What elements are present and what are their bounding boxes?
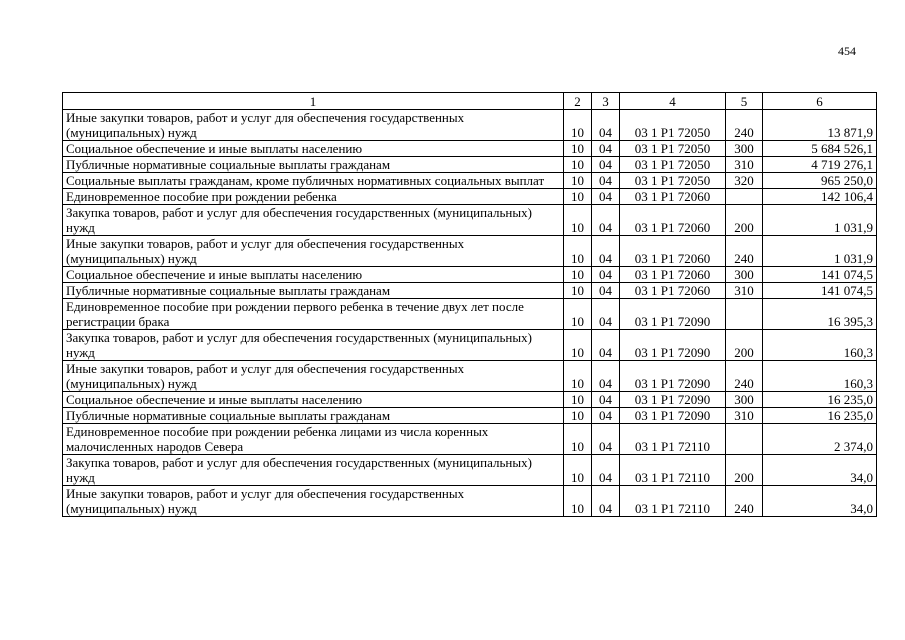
amount-cell: 16 395,3 bbox=[763, 299, 877, 330]
target-article-cell: 03 1 P1 72050 bbox=[620, 173, 726, 189]
header-col-4: 4 bbox=[620, 93, 726, 110]
amount-cell: 141 074,5 bbox=[763, 267, 877, 283]
section-code-cell: 10 bbox=[564, 267, 592, 283]
table-row bbox=[63, 173, 877, 189]
row-name-cell: Иные закупки товаров, работ и услуг для обеспечения государственных (муниципальных) нужд bbox=[63, 486, 564, 517]
amount-cell: 16 235,0 bbox=[763, 408, 877, 424]
row-name-cell: Иные закупки товаров, работ и услуг для обеспечения государственных (муниципальных) нужд bbox=[63, 361, 564, 392]
expense-type-cell: 240 bbox=[726, 486, 763, 517]
table-row bbox=[63, 408, 877, 424]
subsection-code-cell: 04 bbox=[592, 205, 620, 236]
table-row bbox=[63, 141, 877, 157]
subsection-code-cell: 04 bbox=[592, 189, 620, 205]
target-article-cell: 03 1 P1 72090 bbox=[620, 330, 726, 361]
section-code-cell: 10 bbox=[564, 330, 592, 361]
table-row bbox=[63, 110, 877, 141]
header-col-2: 2 bbox=[564, 93, 592, 110]
amount-cell: 4 719 276,1 bbox=[763, 157, 877, 173]
section-code-cell: 10 bbox=[564, 189, 592, 205]
expense-type-cell: 200 bbox=[726, 455, 763, 486]
subsection-code-cell: 04 bbox=[592, 110, 620, 141]
table-body bbox=[63, 110, 877, 517]
table-row bbox=[63, 392, 877, 408]
table-row bbox=[63, 236, 877, 267]
expense-type-cell: 320 bbox=[726, 173, 763, 189]
target-article-cell: 03 1 P1 72050 bbox=[620, 110, 726, 141]
section-code-cell: 10 bbox=[564, 110, 592, 141]
section-code-cell: 10 bbox=[564, 205, 592, 236]
subsection-code-cell: 04 bbox=[592, 486, 620, 517]
table-row bbox=[63, 424, 877, 455]
section-code-cell: 10 bbox=[564, 361, 592, 392]
subsection-code-cell: 04 bbox=[592, 173, 620, 189]
row-name-cell: Публичные нормативные социальные выплаты гражданам bbox=[63, 408, 564, 424]
section-code-cell: 10 bbox=[564, 299, 592, 330]
subsection-code-cell: 04 bbox=[592, 236, 620, 267]
target-article-cell: 03 1 P1 72090 bbox=[620, 299, 726, 330]
row-name-cell: Социальное обеспечение и иные выплаты населению bbox=[63, 267, 564, 283]
target-article-cell: 03 1 P1 72060 bbox=[620, 205, 726, 236]
amount-cell: 142 106,4 bbox=[763, 189, 877, 205]
row-name-cell: Социальное обеспечение и иные выплаты населению bbox=[63, 141, 564, 157]
section-code-cell: 10 bbox=[564, 283, 592, 299]
section-code-cell: 10 bbox=[564, 408, 592, 424]
amount-cell: 965 250,0 bbox=[763, 173, 877, 189]
row-name-cell: Единовременное пособие при рождении ребенка bbox=[63, 189, 564, 205]
expense-type-cell: 240 bbox=[726, 361, 763, 392]
table-header-row bbox=[63, 93, 877, 110]
target-article-cell: 03 1 P1 72060 bbox=[620, 283, 726, 299]
section-code-cell: 10 bbox=[564, 486, 592, 517]
subsection-code-cell: 04 bbox=[592, 392, 620, 408]
expense-type-cell: 310 bbox=[726, 157, 763, 173]
subsection-code-cell: 04 bbox=[592, 424, 620, 455]
row-name-cell: Закупка товаров, работ и услуг для обеспечения государственных (муниципальных) нужд bbox=[63, 455, 564, 486]
row-name-cell: Публичные нормативные социальные выплаты гражданам bbox=[63, 283, 564, 299]
target-article-cell: 03 1 P1 72050 bbox=[620, 141, 726, 157]
expense-type-cell: 240 bbox=[726, 110, 763, 141]
subsection-code-cell: 04 bbox=[592, 455, 620, 486]
row-name-cell: Иные закупки товаров, работ и услуг для обеспечения государственных (муниципальных) нужд bbox=[63, 236, 564, 267]
amount-cell: 1 031,9 bbox=[763, 205, 877, 236]
section-code-cell: 10 bbox=[564, 236, 592, 267]
table-row bbox=[63, 267, 877, 283]
target-article-cell: 03 1 P1 72110 bbox=[620, 424, 726, 455]
amount-cell: 160,3 bbox=[763, 361, 877, 392]
target-article-cell: 03 1 P1 72090 bbox=[620, 408, 726, 424]
table-row bbox=[63, 455, 877, 486]
section-code-cell: 10 bbox=[564, 141, 592, 157]
row-name-cell: Социальные выплаты гражданам, кроме публичных нормативных социальных выплат bbox=[63, 173, 564, 189]
table-row bbox=[63, 283, 877, 299]
section-code-cell: 10 bbox=[564, 392, 592, 408]
row-name-cell: Социальное обеспечение и иные выплаты населению bbox=[63, 392, 564, 408]
amount-cell: 1 031,9 bbox=[763, 236, 877, 267]
subsection-code-cell: 04 bbox=[592, 141, 620, 157]
amount-cell: 16 235,0 bbox=[763, 392, 877, 408]
header-col-3: 3 bbox=[592, 93, 620, 110]
amount-cell: 141 074,5 bbox=[763, 283, 877, 299]
expense-type-cell: 200 bbox=[726, 205, 763, 236]
expense-type-cell bbox=[726, 189, 763, 205]
amount-cell: 34,0 bbox=[763, 486, 877, 517]
expense-type-cell: 310 bbox=[726, 283, 763, 299]
section-code-cell: 10 bbox=[564, 157, 592, 173]
section-code-cell: 10 bbox=[564, 455, 592, 486]
expense-type-cell: 300 bbox=[726, 267, 763, 283]
target-article-cell: 03 1 P1 72060 bbox=[620, 267, 726, 283]
table-row bbox=[63, 205, 877, 236]
section-code-cell: 10 bbox=[564, 173, 592, 189]
amount-cell: 5 684 526,1 bbox=[763, 141, 877, 157]
expense-type-cell bbox=[726, 424, 763, 455]
target-article-cell: 03 1 P1 72060 bbox=[620, 236, 726, 267]
target-article-cell: 03 1 P1 72060 bbox=[620, 189, 726, 205]
header-col-1: 1 bbox=[63, 93, 564, 110]
subsection-code-cell: 04 bbox=[592, 283, 620, 299]
subsection-code-cell: 04 bbox=[592, 361, 620, 392]
row-name-cell: Единовременное пособие при рождении первого ребенка в течение двух лет после регистрации брака bbox=[63, 299, 564, 330]
subsection-code-cell: 04 bbox=[592, 330, 620, 361]
section-code-cell: 10 bbox=[564, 424, 592, 455]
row-name-cell: Иные закупки товаров, работ и услуг для обеспечения государственных (муниципальных) нужд bbox=[63, 110, 564, 141]
subsection-code-cell: 04 bbox=[592, 408, 620, 424]
row-name-cell: Публичные нормативные социальные выплаты гражданам bbox=[63, 157, 564, 173]
header-col-6: 6 bbox=[763, 93, 877, 110]
row-name-cell: Закупка товаров, работ и услуг для обеспечения государственных (муниципальных) нужд bbox=[63, 205, 564, 236]
subsection-code-cell: 04 bbox=[592, 267, 620, 283]
subsection-code-cell: 04 bbox=[592, 299, 620, 330]
amount-cell: 2 374,0 bbox=[763, 424, 877, 455]
table-row bbox=[63, 157, 877, 173]
expense-type-cell: 300 bbox=[726, 141, 763, 157]
subsection-code-cell: 04 bbox=[592, 157, 620, 173]
table-row bbox=[63, 361, 877, 392]
target-article-cell: 03 1 P1 72090 bbox=[620, 361, 726, 392]
expense-type-cell: 240 bbox=[726, 236, 763, 267]
target-article-cell: 03 1 P1 72110 bbox=[620, 455, 726, 486]
amount-cell: 34,0 bbox=[763, 455, 877, 486]
table-row bbox=[63, 486, 877, 517]
table-row bbox=[63, 330, 877, 361]
page-number: 454 bbox=[838, 44, 856, 58]
budget-table bbox=[62, 92, 877, 517]
header-col-5: 5 bbox=[726, 93, 763, 110]
amount-cell: 13 871,9 bbox=[763, 110, 877, 141]
row-name-cell: Закупка товаров, работ и услуг для обеспечения государственных (муниципальных) нужд bbox=[63, 330, 564, 361]
expense-type-cell: 300 bbox=[726, 392, 763, 408]
target-article-cell: 03 1 P1 72110 bbox=[620, 486, 726, 517]
expense-type-cell bbox=[726, 299, 763, 330]
expense-type-cell: 200 bbox=[726, 330, 763, 361]
amount-cell: 160,3 bbox=[763, 330, 877, 361]
expense-type-cell: 310 bbox=[726, 408, 763, 424]
table-row bbox=[63, 299, 877, 330]
row-name-cell: Единовременное пособие при рождении ребенка лицами из числа коренных малочисленных народов Севера bbox=[63, 424, 564, 455]
target-article-cell: 03 1 P1 72090 bbox=[620, 392, 726, 408]
target-article-cell: 03 1 P1 72050 bbox=[620, 157, 726, 173]
table-row bbox=[63, 189, 877, 205]
